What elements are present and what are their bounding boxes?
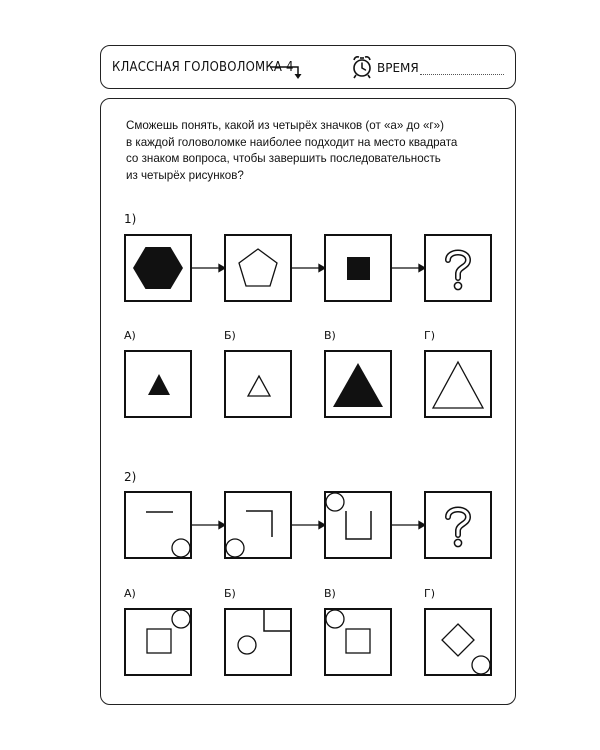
puzzle-1-option-b-label: Б) <box>224 329 236 342</box>
time-label: ВРЕМЯ <box>377 61 419 75</box>
diamond-and-circle-icon <box>426 610 490 674</box>
puzzle-2-option-a-label: А) <box>124 587 136 600</box>
puzzle-1-option-c[interactable] <box>324 350 392 418</box>
puzzle-2-label: 2) <box>124 470 137 484</box>
small-black-triangle-icon <box>126 352 190 416</box>
corner-and-circle-icon <box>226 610 290 674</box>
question-mark-icon <box>426 236 490 300</box>
puzzle-2-option-d[interactable] <box>424 608 492 676</box>
instruction-line: в каждой головоломке наиболее подходит на место квадрата <box>126 135 458 149</box>
puzzle-2-option-d-label: Г) <box>424 587 435 600</box>
black-hexagon-icon <box>126 236 190 300</box>
question-mark-icon <box>426 493 490 557</box>
large-black-triangle-icon <box>326 352 390 416</box>
black-square-icon <box>326 236 390 300</box>
line-and-circle-icon <box>126 493 190 557</box>
large-white-triangle-icon <box>426 352 490 416</box>
square-and-circle-icon <box>326 610 390 674</box>
puzzle-1-option-d-label: Г) <box>424 329 435 342</box>
square-and-circle-icon <box>126 610 190 674</box>
corner-and-circle-icon <box>226 493 290 557</box>
puzzle-1-option-a-label: А) <box>124 329 136 342</box>
puzzle-2-step-2 <box>224 491 292 559</box>
puzzle-1-label: 1) <box>124 212 137 226</box>
puzzle-title: КЛАССНАЯ ГОЛОВОЛОМКА 4 <box>112 60 294 75</box>
puzzle-1-step-1 <box>124 234 192 302</box>
puzzle-2-answer-slot[interactable] <box>424 491 492 559</box>
puzzle-2-option-c-label: В) <box>324 587 336 600</box>
puzzle-2-step-3 <box>324 491 392 559</box>
puzzle-1-answer-slot[interactable] <box>424 234 492 302</box>
puzzle-1-option-b[interactable] <box>224 350 292 418</box>
puzzle-2-option-a[interactable] <box>124 608 192 676</box>
puzzle-2-option-c[interactable] <box>324 608 392 676</box>
small-white-triangle-icon <box>226 352 290 416</box>
instruction-line: со знаком вопроса, чтобы завершить последовательность <box>126 152 441 165</box>
instruction-line: из четырёх рисунков? <box>126 168 244 182</box>
puzzle-1-option-d[interactable] <box>424 350 492 418</box>
white-pentagon-icon <box>226 236 290 300</box>
puzzle-2-step-1 <box>124 491 192 559</box>
instruction-line: Сможешь понять, какой из четырёх значков (от «а» до «г») <box>126 119 444 132</box>
puzzle-2-option-b-label: Б) <box>224 587 236 600</box>
puzzle-1-option-c-label: В) <box>324 329 336 342</box>
puzzle-1-option-a[interactable] <box>124 350 192 418</box>
puzzle-2-option-b[interactable] <box>224 608 292 676</box>
puzzle-1-step-2 <box>224 234 292 302</box>
cup-and-circle-icon <box>326 493 390 557</box>
puzzle-1-step-3 <box>324 234 392 302</box>
